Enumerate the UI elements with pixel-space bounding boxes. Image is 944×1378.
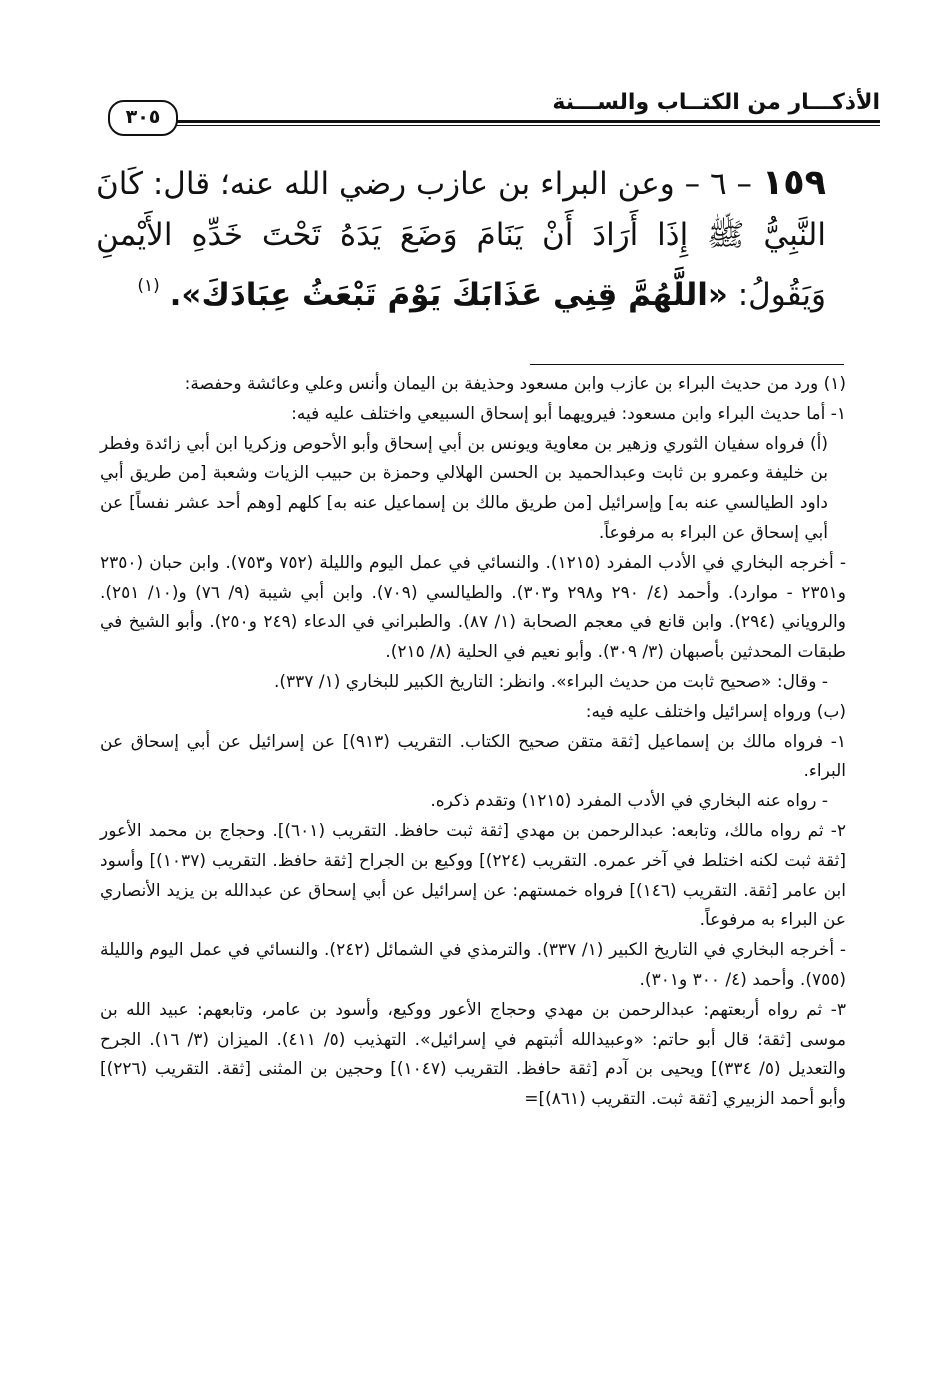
hadith-intro: وعن البراء بن عازب رضي الله عنه؛ قال: كَانَ النَّبِيُّ ﷺ إِذَا أَرَادَ أَنْ يَنَامَ وَضَعَ يَدَهُ تَحْتَ خَدِّهِ الأَيْمنِ وَيَقُولُ: <box>96 166 826 313</box>
hadith-dash: – <box>684 166 701 202</box>
footnote-paragraph: (ب) ورواه إسرائيل واختلف عليه فيه: <box>585 701 846 722</box>
hadith-number-separator: – <box>736 166 753 202</box>
footnote-paragraph: (١) ورد من حديث البراء بن عازب وابن مسعود وحذيفة بن اليمان وأنس وعلي وعائشة وحفصة: <box>184 374 846 394</box>
page-header <box>100 84 880 130</box>
footnote-paragraph: - أخرجه البخاري في التاريخ الكبير (١/ ٣٣٧). والترمذي في الشمائل (٢٤٢). والنسائي في عمل اليوم والليلة (٧٥٥). وأحمد (٤/ ٣٠٠ و٣٠١). <box>100 940 846 990</box>
running-title: الأذكـــار من الكتــاب والســـنة <box>552 90 880 115</box>
footnote-paragraph: - رواه عنه البخاري في الأدب المفرد (١٢١٥) وتقدم ذكره. <box>430 791 828 812</box>
hadith-number: ١٥٩ <box>761 163 827 203</box>
footnotes <box>100 370 846 1115</box>
page-number: ٣٠٥ <box>108 100 178 136</box>
footnote-paragraph: - وقال: «صحيح ثابت من حديث البراء». وانظر: التاريخ الكبير للبخاري (١/ ٣٣٧). <box>273 671 828 692</box>
header-rule <box>170 120 880 126</box>
footnote-reference[interactable]: (١) <box>137 276 160 296</box>
footnote-paragraph: (أ) فرواه سفيان الثوري وزهير بن معاوية ويونس بن أبي إسحاق وأبو الأحوص وزكريا ابن أبي زائدة وفطر بن خليفة وعمرو بن ثابت وعبدالحميد بن الحسن الهلالي وحمزة بن حبيب الزيات وشعبة [من طريق أبي داود الطيالسي عنه به] وإسرائيل [من طريق مالك بن إسماعيل عنه به] كلهم [وهم أحد عشر نفساً] عن أبي إسحاق عن البراء به مرفوعاً. <box>100 433 828 543</box>
hadith-text <box>96 158 826 321</box>
footnote-paragraph: ٢- ثم رواه مالك، وتابعه: عبدالرحمن بن مهدي [ثقة ثبت حافظ. التقريب (٦٠١)]. وحجاج بن محمد الأعور [ثقة ثبت لكنه اختلط في آخر عمره. التقريب (٢٢٤)] ووكيع بن الجراح [ثقة حافظ. التقريب (١٠٣٧)] وأسود ابن عامر [ثقة. التقريب (١٤٦)] فرواه خمستهم: عن إسرائيل عن أبي إسحاق عن عبدالله بن يزيد الأنصاري عن البراء به مرفوعاً. <box>100 820 847 931</box>
hadith-quote: «اللَّهُمَّ قِنِي عَذَابَكَ يَوْمَ تَبْعَثُ عِبَادَكَ». <box>169 277 728 313</box>
footnote-paragraph: ١- أما حديث البراء وابن مسعود: فيرويهما أبو إسحاق السبيعي واختلف عليه فيه: <box>291 403 846 424</box>
footnote-paragraph: ١- فرواه مالك بن إسماعيل [ثقة متقن صحيح الكتاب. التقريب (٩١٣)] عن إسرائيل عن أبي إسحاق عن البراء. <box>100 731 846 782</box>
footnote-paragraph: ٣- ثم رواه أربعتهم: عبدالرحمن بن مهدي وحجاج الأعور ووكيع، وأسود بن عامر، وتابعهم: عبيد الله بن موسى [ثقة؛ قال أبو حاتم: «وعبيدالله أثبتهم في إسرائيل». التهذيب (٥/ ٤١١). الميزان (٣/ ١٦). الجرح والتعديل (٥/ ٣٣٤)] ويحيى بن آدم [ثقة حافظ. التقريب (١٠٤٧)] وحجين بن المثنى [ثقة. التقريب (٢٢٦)] وأبو أحمد الزبيري [ثقة ثبت. التقريب (٨٦١)]= <box>100 999 846 1110</box>
footnote-separator <box>530 364 844 365</box>
hadith-sub-number: ٦ <box>710 166 727 202</box>
footnote-paragraph: - أخرجه البخاري في الأدب المفرد (١٢١٥). والنسائي في عمل اليوم والليلة (٧٥٢ و٧٥٣). وابن حبان (٢٣٥٠ و٢٣٥١ - موارد). وأحمد (٤/ ٢٩٠ و٢٩٨ و٣٠٣). والطيالسي (٧٠٩). وابن أبي شيبة (٩/ ٧٦) و(١٠/ ٢٥١). والروياني (٢٩٤). وابن قانع في معجم الصحابة (١/ ٨٧). والطبراني في الدعاء (٢٤٩ و٢٥٠). وأبو الشيخ في طبقات المحدثين بأصبهان (٣/ ٣٠٩). وأبو نعيم في الحلية (٨/ ٢١٥). <box>100 552 846 663</box>
